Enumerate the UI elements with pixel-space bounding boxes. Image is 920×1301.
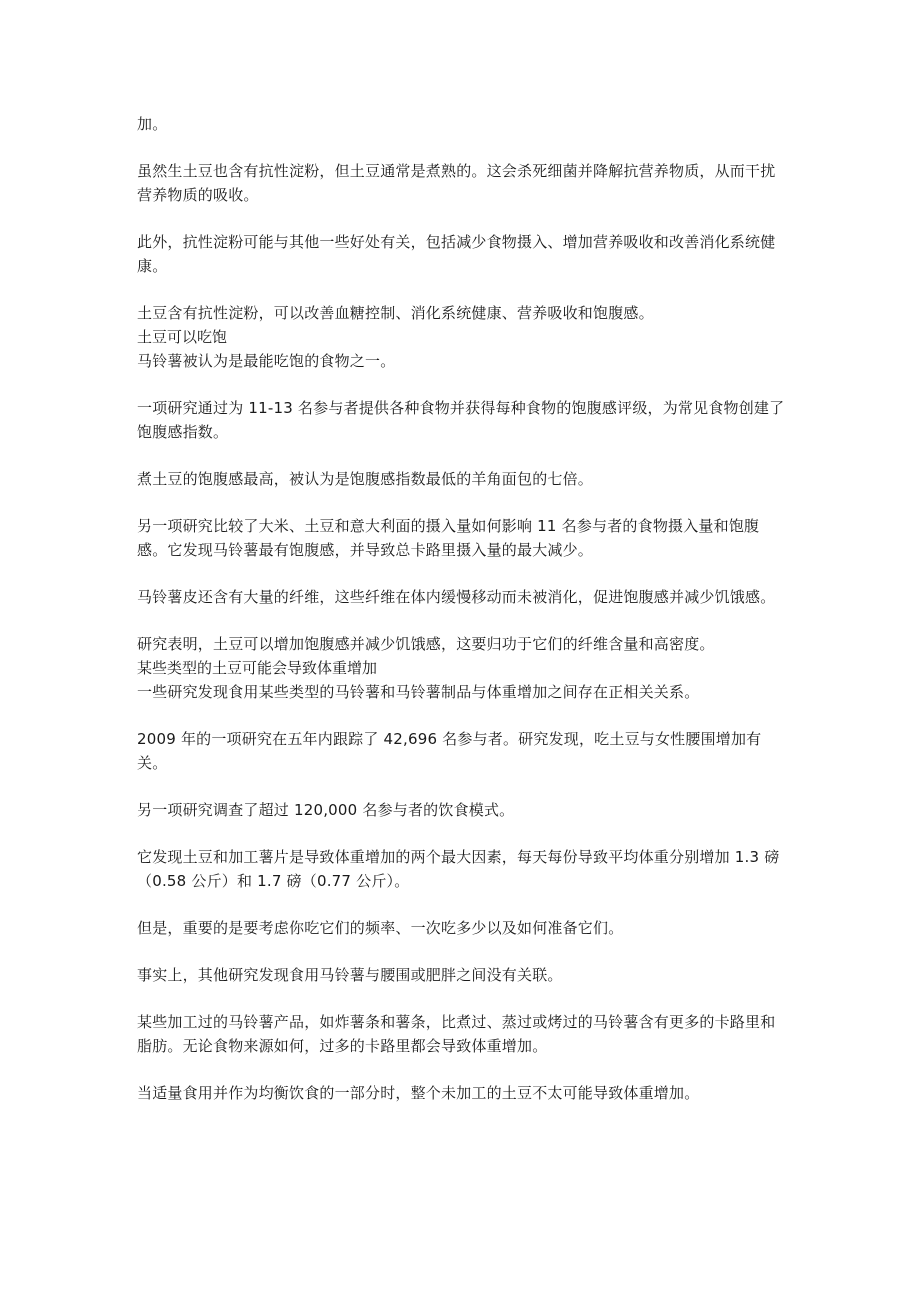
paragraph: 虽然生土豆也含有抗性淀粉，但土豆通常是煮熟的。这会杀死细菌并降解抗营养物质，从而干扰营养物质的吸收。	[137, 162, 776, 204]
paragraph: 土豆含有抗性淀粉，可以改善血糖控制、消化系统健康、营养吸收和饱腹感。	[137, 304, 654, 322]
article-body	[137, 112, 787, 1105]
section-heading: 土豆可以吃饱	[137, 328, 228, 346]
paragraph: 一些研究发现食用某些类型的马铃薯和马铃薯制品与体重增加之间存在正相关关系。	[137, 683, 700, 701]
paragraph: 2009 年的一项研究在五年内跟踪了 42,696 名参与者。研究发现，吃土豆与女性腰围增加有关。	[137, 730, 762, 772]
paragraph: 研究表明，土豆可以增加饱腹感并减少饥饿感，这要归功于它们的纤维含量和高密度。	[137, 635, 715, 653]
paragraph: 另一项研究比较了大米、土豆和意大利面的摄入量如何影响 11 名参与者的食物摄入量和饱腹感。它发现马铃薯最有饱腹感，并导致总卡路里摄入量的最大减少。	[137, 517, 760, 559]
paragraph: 另一项研究调查了超过 120,000 名参与者的饮食模式。	[137, 801, 515, 819]
section-heading: 某些类型的土豆可能会导致体重增加	[137, 659, 378, 677]
paragraph: 但是，重要的是要考虑你吃它们的频率、一次吃多少以及如何准备它们。	[137, 919, 624, 937]
paragraph: 它发现土豆和加工薯片是导致体重增加的两个最大因素，每天每份导致平均体重分别增加 1.3 磅（0.58 公斤）和 1.7 磅（0.77 公斤）。	[137, 848, 780, 890]
paragraph: 当适量食用并作为均衡饮食的一部分时，整个未加工的土豆不太可能导致体重增加。	[137, 1084, 700, 1102]
paragraph: 一项研究通过为 11-13 名参与者提供各种食物并获得每种食物的饱腹感评级，为常见食物创建了饱腹感指数。	[137, 399, 785, 441]
paragraph: 马铃薯皮还含有大量的纤维，这些纤维在体内缓慢移动而未被消化，促进饱腹感并减少饥饿感。	[137, 588, 776, 606]
paragraph: 某些加工过的马铃薯产品，如炸薯条和薯条，比煮过、蒸过或烤过的马铃薯含有更多的卡路里和脂肪。无论食物来源如何，过多的卡路里都会导致体重增加。	[137, 1013, 776, 1055]
paragraph: 事实上，其他研究发现食用马铃薯与腰围或肥胖之间没有关联。	[137, 966, 563, 984]
paragraph: 加。	[137, 115, 168, 133]
paragraph: 此外，抗性淀粉可能与其他一些好处有关，包括减少食物摄入、增加营养吸收和改善消化系统健康。	[137, 233, 776, 275]
paragraph: 马铃薯被认为是最能吃饱的食物之一。	[137, 352, 396, 370]
paragraph: 煮土豆的饱腹感最高，被认为是饱腹感指数最低的羊角面包的七倍。	[137, 470, 594, 488]
